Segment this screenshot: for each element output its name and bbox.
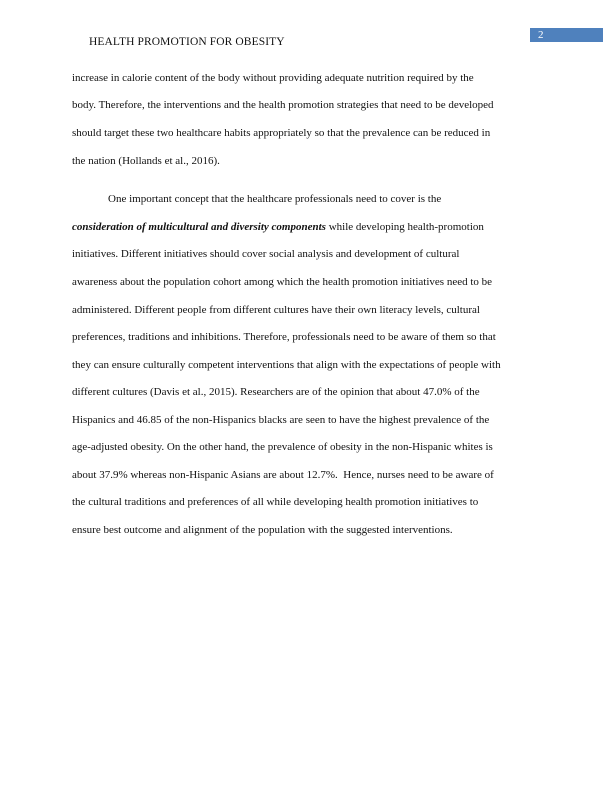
text-line: age-adjusted obesity. On the other hand, the prevalence of obesity in the non-Hispanic whites is bbox=[72, 441, 493, 453]
text-line: body. Therefore, the interventions and the health promotion strategies that need to be developed bbox=[72, 99, 494, 111]
text-line: initiatives. Different initiatives should cover social analysis and development of cultural bbox=[72, 248, 460, 260]
text-span: while developing health-promotion bbox=[325, 221, 484, 233]
text-line: administered. Different people from different cultures have their own literacy levels, cultural bbox=[72, 304, 480, 316]
text-line: awareness about the population cohort among which the health promotion initiatives need to be bbox=[72, 276, 493, 288]
text-line: the nation (Hollands et al., 2016). bbox=[72, 155, 220, 167]
text-line bbox=[72, 220, 484, 234]
text-line: preferences, traditions and inhibitions. Therefore, professionals need to be aware of them so that bbox=[72, 331, 496, 343]
emphasized-phrase: consideration of multicultural and diversity components bbox=[72, 221, 326, 233]
running-header: HEALTH PROMOTION FOR OBESITY bbox=[89, 36, 285, 48]
text-line: should target these two healthcare habits appropriately so that the prevalence can be reduced in bbox=[72, 127, 491, 139]
text-line: the cultural traditions and preferences of all while developing health promotion initiatives to bbox=[72, 496, 479, 508]
text-line: ensure best outcome and alignment of the population with the suggested interventions. bbox=[72, 524, 453, 536]
text-line: increase in calorie content of the body without providing adequate nutrition required by the bbox=[72, 72, 474, 84]
page-number: 2 bbox=[530, 28, 603, 42]
text-line: One important concept that the healthcare professionals need to cover is the bbox=[108, 193, 442, 205]
text-line: different cultures (Davis et al., 2015). Researchers are of the opinion that about 47.0% of the bbox=[72, 386, 480, 398]
text-line: about 37.9% whereas non-Hispanic Asians are about 12.7%. Hence, nurses need to be aware of bbox=[72, 469, 494, 481]
text-line: they can ensure culturally competent interventions that align with the expectations of people with bbox=[72, 359, 501, 371]
text-line: Hispanics and 46.85 of the non-Hispanics blacks are seen to have the highest prevalence of the bbox=[72, 414, 490, 426]
